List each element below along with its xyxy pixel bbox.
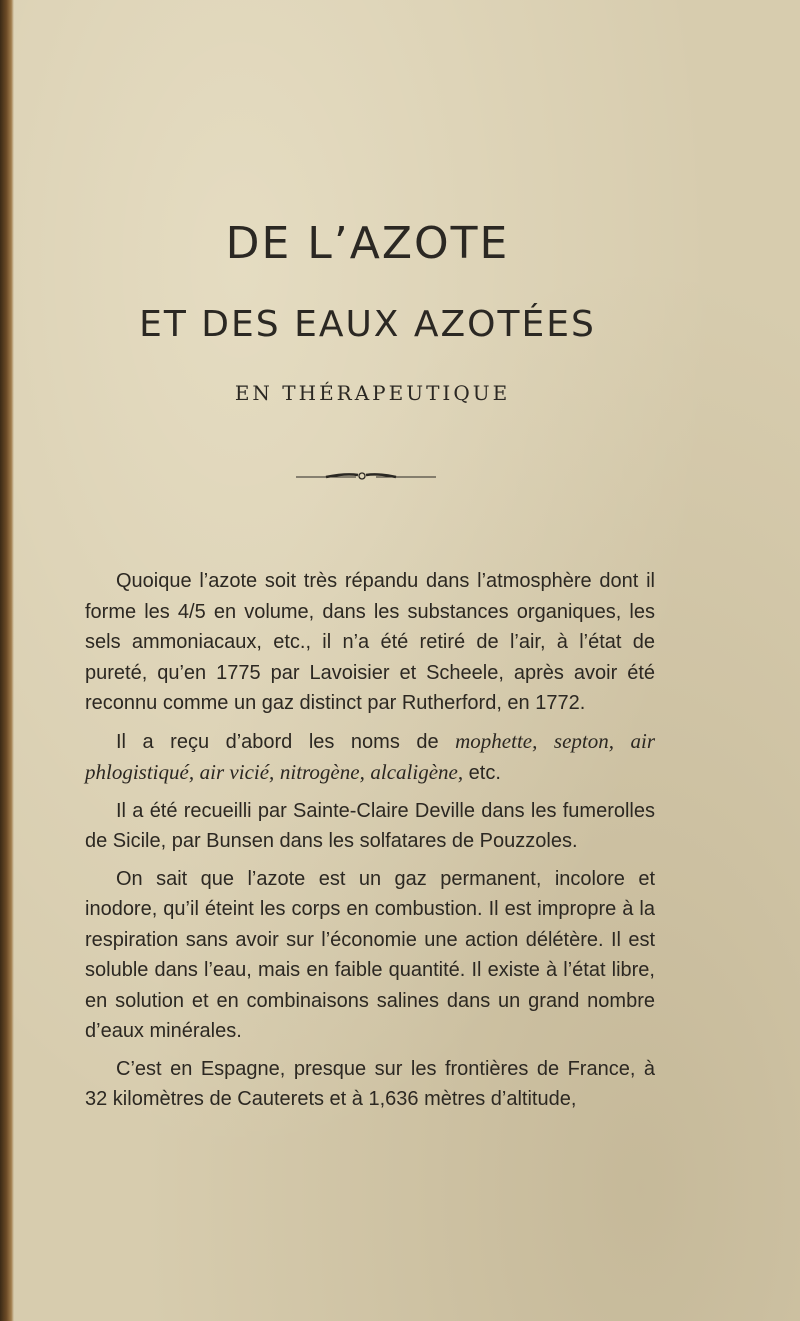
paragraph-1: Quoique l’azote soit très répandu dans l’atmosphère dont il forme les 4/5 en volume, dans les substances organiques, les sels ammoniacaux, etc., il n’a été retiré de l’air, à l’état de pureté, qu’en 1775 par Lavoisier et Scheele, après avoir été reconnu comme un gaz distinct par Rutherford, en 1772. (85, 570, 655, 714)
paragraph-2-start: Il a reçu d’abord les noms de (116, 730, 439, 753)
paragraph-4: On sait que l’azote est un gaz permanent, incolore et inodore, qu’il éteint les corps en combustion. Il est impropre à la respiration sans avoir sur l’économie une action délétère. Il est soluble dans l’eau, mais en faible quantité. Il existe à l’état libre, en solution et en combinaisons salines dans un grand nombre d’eaux minérales. (85, 867, 655, 1042)
term-alcaligene: alcaligène, (370, 760, 464, 784)
paragraph-2 (85, 726, 655, 789)
term-nitrogene: nitrogène, (279, 760, 365, 784)
body-text (85, 566, 655, 1122)
term-air-phlogistique: air phlogistiqué, (85, 728, 656, 784)
title-line-2: ET DES EAUX AZOTÉES (139, 304, 596, 345)
term-septon: septon, (553, 728, 614, 753)
title-line-1: DE L’AZOTE (225, 218, 510, 269)
ornamental-rule-icon (296, 468, 436, 487)
paragraph-3: Il a été recueilli par Sainte-Claire Deville dans les fumerolles de Sicile, par Bunsen dans les solfatares de Pouzzoles. (85, 799, 655, 852)
term-air-vicie: air vicié, (199, 760, 275, 784)
paragraph-2-end: etc. (468, 762, 501, 784)
title-line-3: EN THÉRAPEUTIQUE (234, 381, 511, 405)
term-mophette: mophette, (455, 728, 538, 753)
paragraph-5: C’est en Espagne, presque sur les frontières de France, à 32 kilomètres de Cauterets et à 1,636 mètres d’altitude, (85, 1057, 655, 1110)
